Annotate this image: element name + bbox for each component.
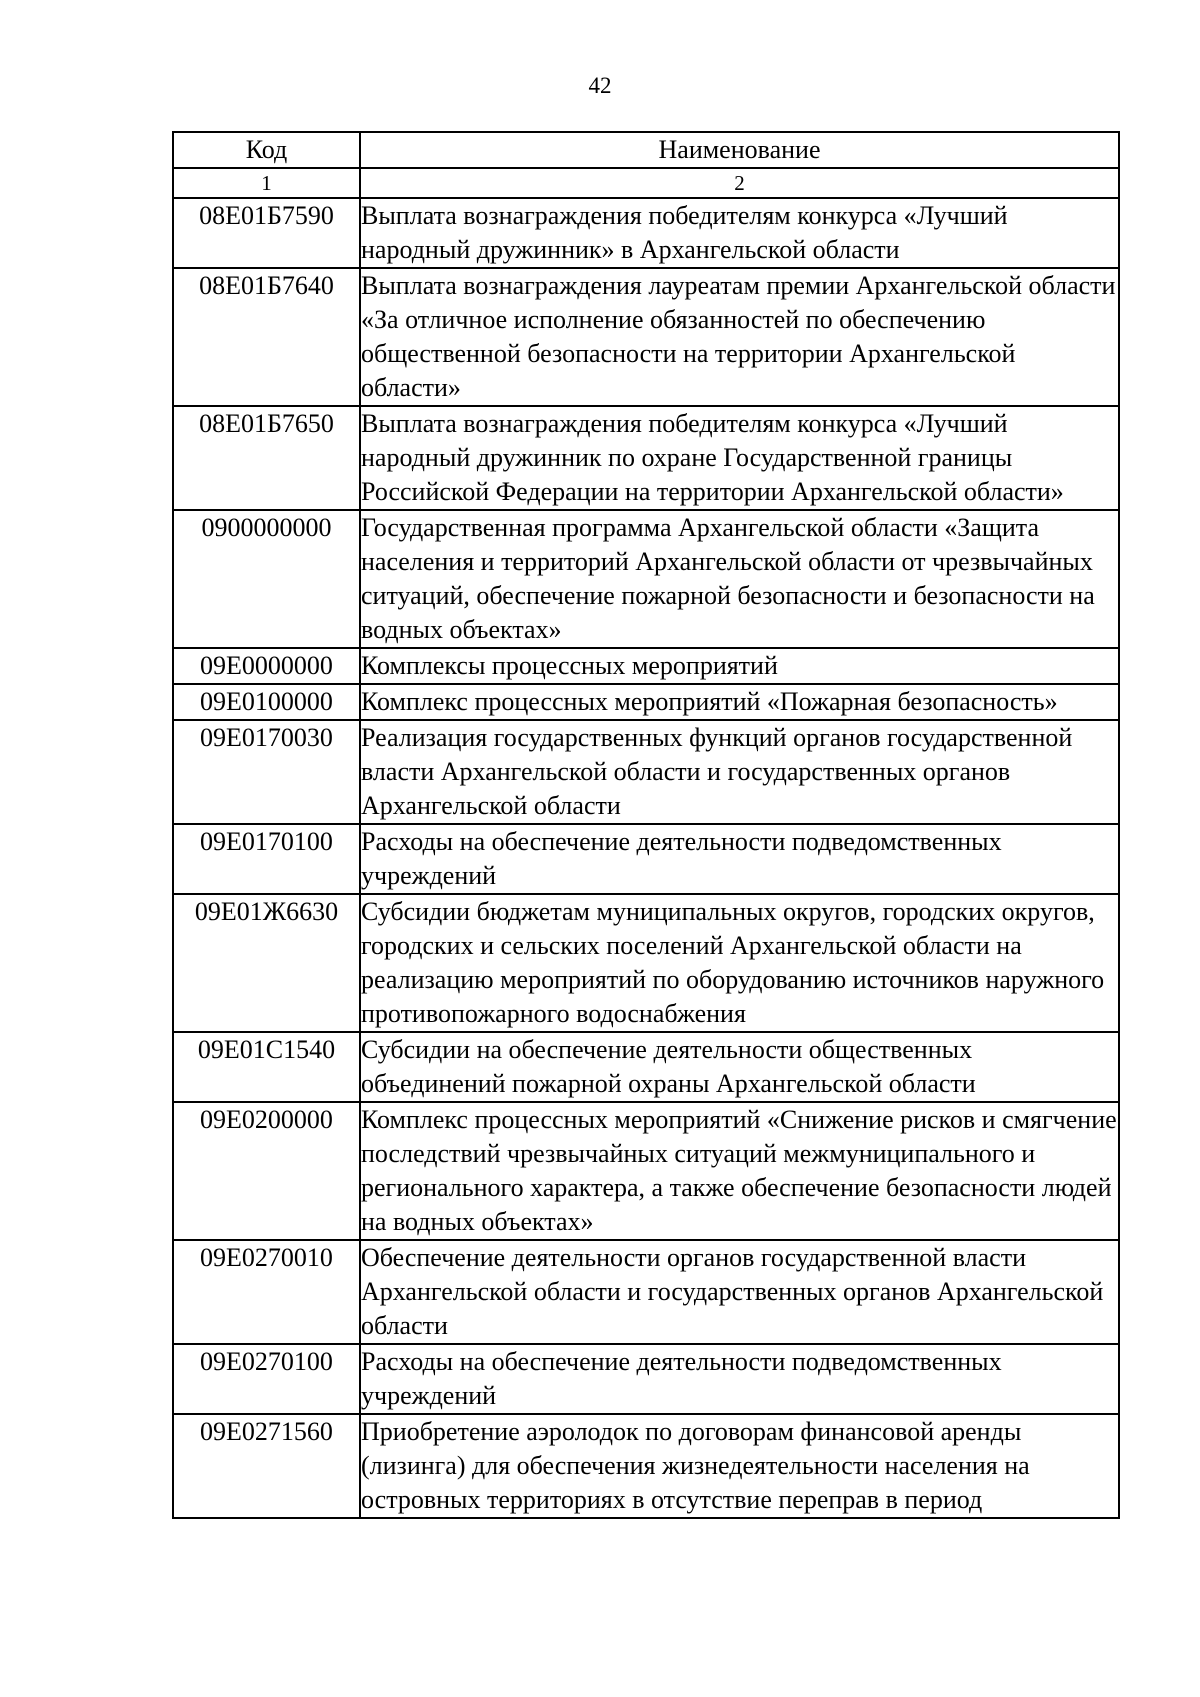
row-code: 0900000000 bbox=[173, 510, 360, 648]
table-row bbox=[173, 268, 1119, 406]
row-name: Приобретение аэролодок по договорам финансовой аренды (лизинга) для обеспечения жизнедеятельности населения на островных территориях в отсутствие переправ в период bbox=[360, 1414, 1119, 1518]
row-name: Выплата вознаграждения победителям конкурса «Лучший народный дружинник» в Архангельской области bbox=[360, 198, 1119, 268]
table-row bbox=[173, 684, 1119, 720]
budget-code-table bbox=[172, 131, 1120, 1519]
table-row bbox=[173, 648, 1119, 684]
row-code: 09Е0170030 bbox=[173, 720, 360, 824]
row-name: Выплата вознаграждения лауреатам премии Архангельской области «За отличное исполнение обязанностей по обеспечению общественной безопасности на территории Архангельской области» bbox=[360, 268, 1119, 406]
table-header-row bbox=[173, 132, 1119, 168]
row-code: 09Е0000000 bbox=[173, 648, 360, 684]
row-code: 09Е0100000 bbox=[173, 684, 360, 720]
table-row bbox=[173, 894, 1119, 1032]
row-name: Комплексы процессных мероприятий bbox=[360, 648, 1119, 684]
table-row bbox=[173, 510, 1119, 648]
row-code: 08Е01Б7650 bbox=[173, 406, 360, 510]
table-row bbox=[173, 1102, 1119, 1240]
header-code: Код bbox=[173, 132, 360, 168]
row-name: Комплекс процессных мероприятий «Снижение рисков и смягчение последствий чрезвычайных ситуаций межмуниципального и регионального характера, а также обеспечение безопасности людей на водных объектах» bbox=[360, 1102, 1119, 1240]
row-name: Расходы на обеспечение деятельности подведомственных учреждений bbox=[360, 1344, 1119, 1414]
table-row bbox=[173, 198, 1119, 268]
row-code: 08Е01Б7590 bbox=[173, 198, 360, 268]
table-row bbox=[173, 1414, 1119, 1518]
table-row bbox=[173, 824, 1119, 894]
row-code: 09Е0270010 bbox=[173, 1240, 360, 1344]
row-code: 09Е01Ж6630 bbox=[173, 894, 360, 1032]
table-row bbox=[173, 1344, 1119, 1414]
row-code: 09Е01С1540 bbox=[173, 1032, 360, 1102]
row-code: 09Е0170100 bbox=[173, 824, 360, 894]
row-name: Обеспечение деятельности органов государственной власти Архангельской области и государственных органов Архангельской области bbox=[360, 1240, 1119, 1344]
row-code: 09Е0271560 bbox=[173, 1414, 360, 1518]
page-number: 42 bbox=[588, 73, 612, 98]
table-row bbox=[173, 1240, 1119, 1344]
row-name: Государственная программа Архангельской области «Защита населения и территорий Архангельской области от чрезвычайных ситуаций, обеспечение пожарной безопасности и безопасности на водных объектах» bbox=[360, 510, 1119, 648]
row-name: Субсидии бюджетам муниципальных округов, городских округов, городских и сельских поселений Архангельской области на реализацию мероприятий по оборудованию источников наружного противопожарного водоснабжения bbox=[360, 894, 1119, 1032]
column-number-name: 2 bbox=[360, 168, 1119, 198]
row-code: 09Е0270100 bbox=[173, 1344, 360, 1414]
table-row bbox=[173, 406, 1119, 510]
table-row bbox=[173, 1032, 1119, 1102]
header-name: Наименование bbox=[360, 132, 1119, 168]
row-name: Выплата вознаграждения победителям конкурса «Лучший народный дружинник по охране Государственной границы Российской Федерации на территории Архангельской области» bbox=[360, 406, 1119, 510]
row-name: Субсидии на обеспечение деятельности общественных объединений пожарной охраны Архангельской области bbox=[360, 1032, 1119, 1102]
column-number-code: 1 bbox=[173, 168, 360, 198]
row-name: Реализация государственных функций органов государственной власти Архангельской области и государственных органов Архангельской области bbox=[360, 720, 1119, 824]
row-name: Расходы на обеспечение деятельности подведомственных учреждений bbox=[360, 824, 1119, 894]
row-code: 09Е0200000 bbox=[173, 1102, 360, 1240]
row-name: Комплекс процессных мероприятий «Пожарная безопасность» bbox=[360, 684, 1119, 720]
table-row bbox=[173, 720, 1119, 824]
row-code: 08Е01Б7640 bbox=[173, 268, 360, 406]
column-number-row bbox=[173, 168, 1119, 198]
